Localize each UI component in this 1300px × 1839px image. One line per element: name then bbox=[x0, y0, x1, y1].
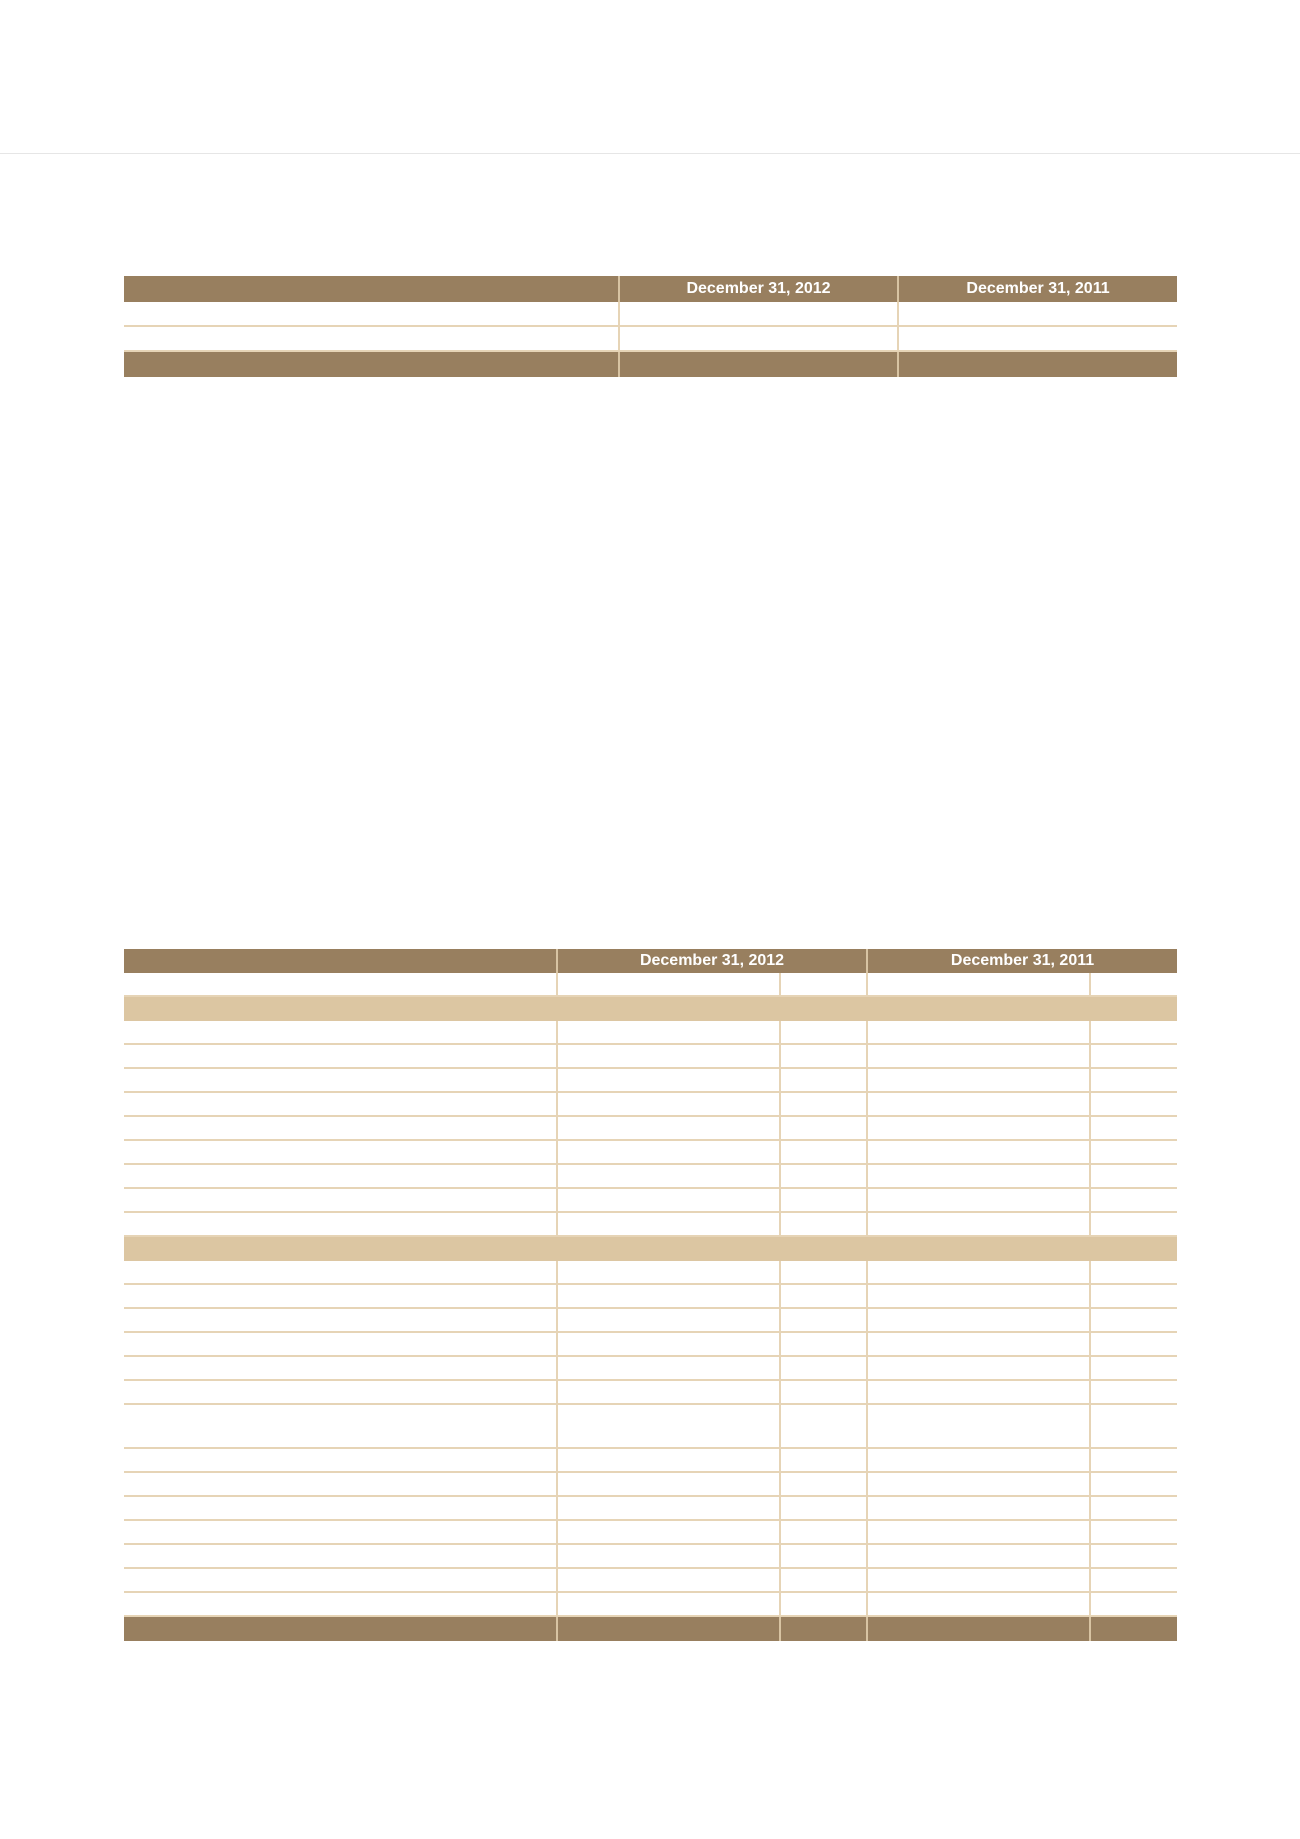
table-row bbox=[124, 1140, 1177, 1164]
table-row bbox=[124, 1092, 1177, 1116]
section-band bbox=[124, 996, 1177, 1021]
table-row bbox=[124, 1448, 1177, 1472]
header-divider bbox=[0, 153, 1300, 154]
table-row bbox=[124, 1472, 1177, 1496]
table-row bbox=[124, 1544, 1177, 1568]
header-cell-label bbox=[124, 276, 619, 302]
table-row bbox=[124, 1380, 1177, 1404]
table-header-row bbox=[124, 276, 1177, 302]
header-cell-2011: December 31, 2011 bbox=[867, 949, 1177, 973]
total-row bbox=[124, 351, 1177, 377]
summary-table bbox=[124, 276, 1177, 377]
header-cell-2012: December 31, 2012 bbox=[619, 276, 898, 302]
table-row bbox=[124, 1284, 1177, 1308]
table-row bbox=[124, 1188, 1177, 1212]
table-row bbox=[124, 1068, 1177, 1092]
header-cell-2011: December 31, 2011 bbox=[898, 276, 1177, 302]
table-row bbox=[124, 1592, 1177, 1616]
table-row bbox=[124, 1116, 1177, 1140]
table-row bbox=[124, 1404, 1177, 1448]
table-header-row bbox=[124, 949, 1177, 973]
table-row bbox=[124, 302, 1177, 326]
total-row bbox=[124, 1616, 1177, 1641]
detail-table bbox=[124, 949, 1177, 1641]
subheader-row bbox=[124, 973, 1177, 996]
table-row bbox=[124, 1356, 1177, 1380]
table-row bbox=[124, 1261, 1177, 1284]
table-row bbox=[124, 1520, 1177, 1544]
table-row bbox=[124, 1568, 1177, 1592]
table-row bbox=[124, 1021, 1177, 1044]
table-row bbox=[124, 1496, 1177, 1520]
header-cell-2012: December 31, 2012 bbox=[557, 949, 867, 973]
table-row bbox=[124, 1212, 1177, 1236]
table-row bbox=[124, 1308, 1177, 1332]
section-band bbox=[124, 1236, 1177, 1261]
header-cell-label bbox=[124, 949, 557, 973]
table-row bbox=[124, 326, 1177, 351]
table-row bbox=[124, 1044, 1177, 1068]
table-row bbox=[124, 1332, 1177, 1356]
table-row bbox=[124, 1164, 1177, 1188]
